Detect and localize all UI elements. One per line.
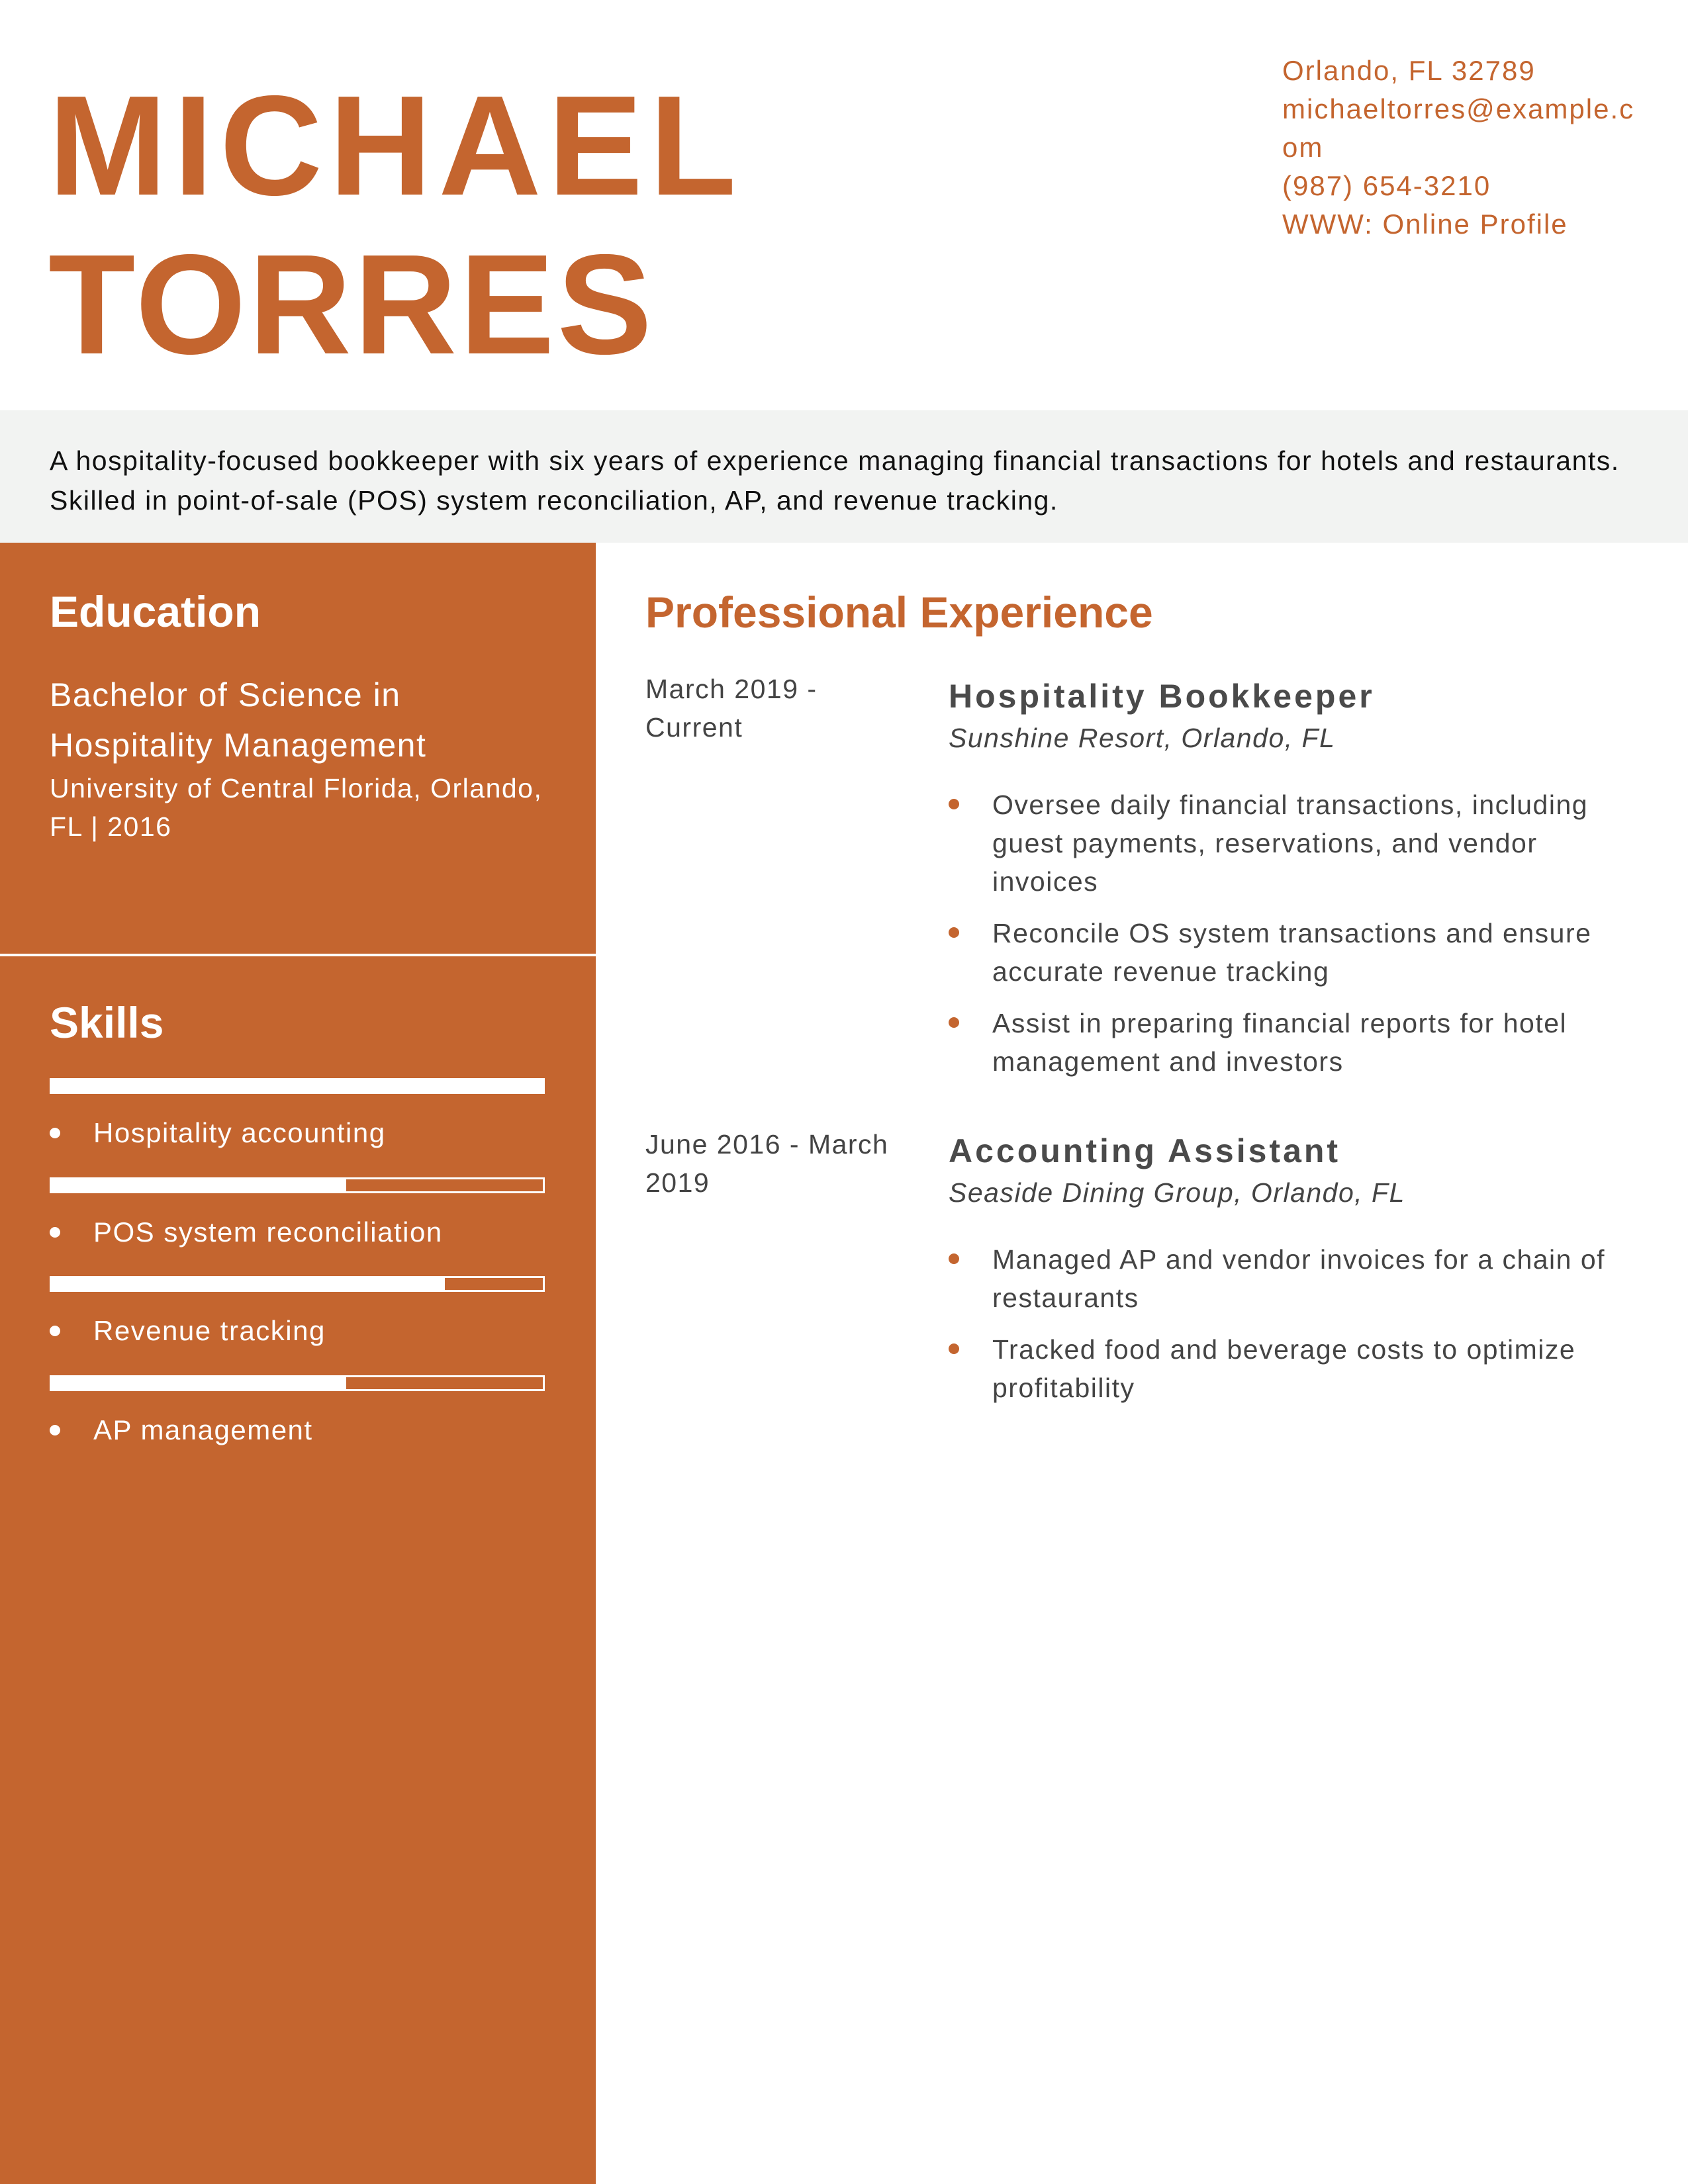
list-item — [949, 786, 1637, 901]
list-item — [949, 1330, 1637, 1407]
list-item — [949, 914, 1637, 991]
contact-phone: (987) 654-3210 — [1282, 170, 1491, 201]
skill-level-fill — [52, 1278, 445, 1290]
education-degree: Bachelor of Science in Hospitality Management — [50, 676, 427, 764]
skill-label: Hospitality accounting — [93, 1117, 386, 1148]
contact-website[interactable]: WWW: Online Profile — [1282, 208, 1568, 240]
duty-text: Oversee daily financial transactions, including guest payments, reservations, and vendor invoices — [992, 790, 1589, 897]
contact-email[interactable]: michaeltorres@example.com — [1282, 93, 1635, 163]
job-duties — [949, 786, 1637, 1094]
bullet-icon — [949, 1017, 959, 1028]
duty-text: Tracked food and beverage costs to optimize profitability — [992, 1334, 1576, 1403]
skill-level-bar — [50, 1375, 545, 1391]
skill-level-bar — [50, 1276, 545, 1292]
bullet-icon — [50, 1326, 60, 1336]
experience-heading: Professional Experience — [645, 588, 1153, 637]
candidate-name — [48, 66, 743, 384]
first-name: MICHAEL — [48, 66, 743, 225]
list-item — [949, 1240, 1637, 1317]
skill-level-fill — [52, 1179, 346, 1191]
bullet-icon — [949, 1343, 959, 1354]
last-name: TORRES — [48, 224, 655, 384]
bullet-icon — [50, 1227, 60, 1238]
skill-level-fill — [52, 1080, 543, 1092]
bullet-icon — [949, 1253, 959, 1264]
skill-level-fill — [52, 1377, 346, 1389]
job-dates: June 2016 - March 2019 — [645, 1129, 889, 1198]
contact-info — [1282, 52, 1640, 244]
sidebar-divider — [0, 954, 596, 956]
contact-address: Orlando, FL 32789 — [1282, 55, 1536, 86]
duty-text: Reconcile OS system transactions and ensure accurate revenue tracking — [992, 918, 1592, 987]
job-title: Hospitality Bookkeeper — [949, 678, 1375, 715]
skill-label: POS system reconciliation — [93, 1216, 443, 1248]
skills-heading: Skills — [50, 998, 164, 1047]
skill-level-bar — [50, 1177, 545, 1193]
bullet-icon — [50, 1425, 60, 1435]
skill-label: AP management — [93, 1414, 313, 1445]
job-title: Accounting Assistant — [949, 1132, 1341, 1169]
bullet-icon — [949, 799, 959, 809]
duty-text: Assist in preparing financial reports for hotel management and investors — [992, 1008, 1568, 1077]
list-item — [949, 1004, 1637, 1081]
professional-summary: A hospitality-focused bookkeeper with six years of experience managing financial transactions for hotels and restaurants. Skilled in point-of-sale (POS) system reconciliation, AP, and revenue tracking. — [50, 445, 1620, 516]
job-duties — [949, 1240, 1637, 1420]
job-company: Seaside Dining Group, Orlando, FL — [949, 1177, 1405, 1208]
education-heading: Education — [50, 587, 261, 636]
duty-text: Managed AP and vendor invoices for a chain of restaurants — [992, 1244, 1606, 1313]
job-company: Sunshine Resort, Orlando, FL — [949, 723, 1336, 753]
education-school: University of Central Florida, Orlando, FL | 2016 — [50, 773, 543, 842]
skill-level-bar — [50, 1078, 545, 1094]
skill-label: Revenue tracking — [93, 1315, 326, 1346]
resume-header — [0, 0, 1688, 410]
bullet-icon — [50, 1128, 60, 1138]
bullet-icon — [949, 927, 959, 938]
job-dates: March 2019 - Current — [645, 674, 818, 743]
